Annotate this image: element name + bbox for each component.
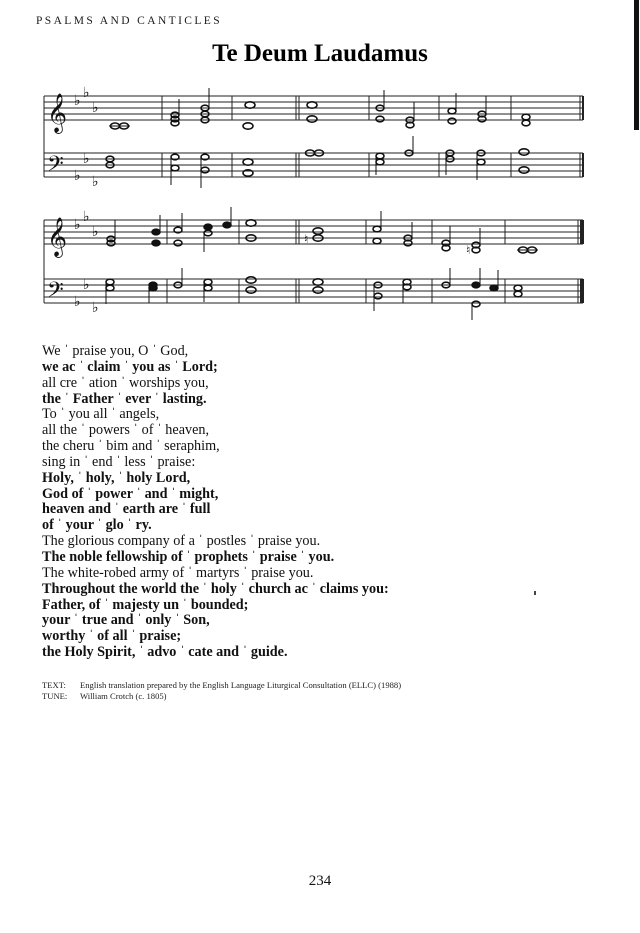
text-credit-value: English translation prepared by the English Language Liturgical Consultation (ELLC) (1988) bbox=[80, 680, 402, 690]
bass-clef-icon: 𝄢 bbox=[47, 278, 64, 308]
credits bbox=[42, 680, 401, 702]
svg-text:♭: ♭ bbox=[74, 294, 81, 310]
verse-line: we ac ˈ claim ˈ you as ˈ Lord; bbox=[42, 358, 218, 375]
svg-text:♭: ♭ bbox=[92, 174, 99, 190]
music-score bbox=[0, 0, 640, 330]
text-credit-label: TEXT: bbox=[42, 680, 66, 690]
treble-clef-icon: 𝄞 bbox=[47, 217, 68, 257]
svg-text:♭: ♭ bbox=[83, 209, 90, 225]
verse-line: God of ˈ power ˈ and ˈ might, bbox=[42, 485, 219, 502]
verse-line: The white-robed army of ˈ martyrs ˈ praise you. bbox=[42, 564, 314, 581]
verse-line: We ˈ praise you, O ˈ God, bbox=[42, 343, 189, 359]
verse-line: of ˈ your ˈ glo ˈ ry. bbox=[42, 517, 152, 534]
verse-line: all cre ˈ ation ˈ worships you, bbox=[42, 374, 209, 391]
system-1-bass-staff bbox=[44, 153, 583, 177]
verse-line: the cheru ˈ bim and ˈ seraphim, bbox=[42, 438, 220, 455]
natural-sign-icon: ♮ bbox=[466, 243, 471, 257]
verse-line: To ˈ you all ˈ angels, bbox=[42, 406, 160, 423]
section-header: PSALMS AND CANTICLES bbox=[36, 15, 223, 27]
verse-line: the Holy Spirit, ˈ advo ˈ cate and ˈ guide. bbox=[42, 644, 288, 661]
verse-line: Holy, ˈ holy, ˈ holy Lord, bbox=[42, 469, 191, 486]
scan-speck bbox=[534, 591, 536, 595]
page-number: 234 bbox=[308, 873, 332, 889]
verse-line: the ˈ Father ˈ ever ˈ lasting. bbox=[42, 390, 207, 407]
tune-credit-value: William Crotch (c. 1805) bbox=[80, 691, 167, 701]
svg-text:♭: ♭ bbox=[74, 217, 81, 233]
natural-sign-icon: ♮ bbox=[304, 232, 309, 246]
verse-line: The noble fellowship of ˈ prophets ˈ praise ˈ you. bbox=[42, 548, 335, 565]
svg-text:♭: ♭ bbox=[83, 85, 90, 101]
svg-text:♭: ♭ bbox=[83, 151, 90, 167]
page-title: Te Deum Laudamus bbox=[212, 40, 428, 67]
verse-line: your ˈ true and ˈ only ˈ Son, bbox=[42, 612, 210, 629]
treble-clef-icon: 𝄞 bbox=[47, 93, 68, 133]
svg-text:♭: ♭ bbox=[83, 277, 90, 293]
svg-text:♭: ♭ bbox=[74, 93, 81, 109]
svg-text:♭: ♭ bbox=[92, 300, 99, 316]
verse-line: heaven and ˈ earth are ˈ full bbox=[42, 501, 211, 518]
text-credit bbox=[42, 680, 401, 691]
tune-credit bbox=[42, 691, 401, 702]
verse-line: all the ˈ powers ˈ of ˈ heaven, bbox=[42, 422, 210, 439]
verse-line: Throughout the world the ˈ holy ˈ church ac ˈ claims you: bbox=[42, 580, 389, 597]
verse-line: Father, of ˈ majesty un ˈ bounded; bbox=[42, 596, 249, 613]
tune-credit-label: TUNE: bbox=[42, 691, 68, 701]
svg-text:♭: ♭ bbox=[74, 168, 81, 184]
verse-line: sing in ˈ end ˈ less ˈ praise: bbox=[42, 453, 196, 470]
svg-text:♭: ♭ bbox=[92, 100, 99, 116]
verse-line: worthy ˈ of all ˈ praise; bbox=[42, 628, 182, 645]
canticle-text bbox=[42, 344, 389, 661]
svg-text:♭: ♭ bbox=[92, 224, 99, 240]
verse-line: The glorious company of a ˈ postles ˈ praise you. bbox=[42, 533, 321, 550]
bass-clef-icon: 𝄢 bbox=[47, 152, 64, 182]
